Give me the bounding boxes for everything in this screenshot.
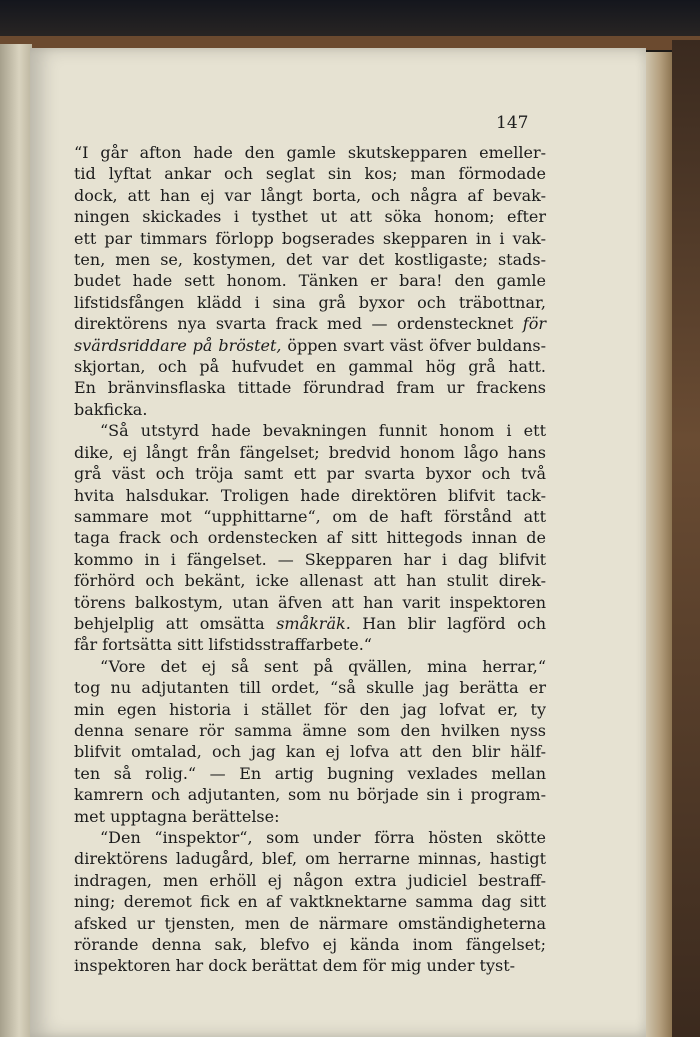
text-line: lifstidsfången klädd i sina grå byxor och träbottnar, (74, 292, 546, 312)
text-line: ten, men se, kostymen, det var det kostligaste; stads- (74, 250, 546, 270)
text-line: ning; deremot fick en af vaktknektarne samma dag sitt (74, 892, 546, 912)
text-line: grå väst och tröja samt ett par svarta byxor och två (74, 464, 546, 484)
background-right (672, 40, 700, 1037)
page-stack-edge (642, 52, 672, 1037)
text-line: rörande denna sak, blefvo ej kända inom fängelset; (74, 935, 546, 955)
text-line: direktörens ladugård, blef, om herrarne minnas, hastigt (74, 849, 546, 869)
text-line: denna senare rör samma ämne som den hvilken nyss (74, 720, 546, 740)
text-line: dike, ej långt från fängelset; bredvid honom lågo hans (74, 442, 546, 462)
text-line: indragen, men erhöll ej någon extra judiciel bestraff- (74, 870, 546, 890)
left-page-edge (0, 44, 32, 1037)
text-line-italic: svärdsriddare på bröstet, öppen svart väst öfver buldans- (74, 335, 547, 355)
text-line: kamrern och adjutanten, som nu började sin i program- (74, 785, 546, 805)
paragraph (74, 142, 546, 420)
text-line: blifvit omtalad, och jag kan ej lofva att den blir hälf- (74, 742, 546, 762)
text-line: hvita halsdukar. Troligen hade direktören blifvit tack- (74, 485, 546, 505)
page-text (74, 142, 546, 977)
page-number: 147 (496, 113, 529, 133)
text-line: afsked ur tjensten, men de närmare omständigheterna (74, 913, 546, 933)
text-line: ett par timmars förlopp bogserades skepparen in i vak- (74, 228, 546, 248)
paragraph (74, 827, 546, 977)
text-line: skjortan, och på hufvudet en gammal hög grå hatt. (74, 357, 546, 377)
text-line: min egen historia i stället för den jag lofvat er, ty (74, 699, 546, 719)
background-top (0, 0, 700, 40)
text-line: “Vore det ej så sent på qvällen, mina herrar,“ (100, 656, 546, 676)
text-line: “I går afton hade den gamle skutskepparen emeller- (74, 143, 546, 162)
text-line: met upptagna berättelse: (74, 806, 280, 826)
paragraph (74, 420, 546, 655)
text-line: tid lyftat ankar och seglat sin kos; man förmodade (74, 164, 546, 184)
text-line: sammare mot “upphittarne“, om de haft förstånd att (74, 506, 546, 526)
text-line: direktörens nya svarta frack med — ordenstecknet för (74, 314, 546, 334)
text-line: En bränvinsflaska tittade förundrad fram ur frackens (74, 378, 546, 398)
text-line: förhörd och bekänt, icke allenast att han stulit direk- (74, 571, 546, 591)
text-line: dock, att han ej var långt borta, och några af bevak- (74, 185, 546, 205)
text-line: inspektoren har dock berättat dem för mig under tyst- (74, 956, 516, 976)
text-line: ten så rolig.“ — En artig bugning vexlades mellan (74, 763, 546, 783)
paragraph (74, 656, 546, 827)
text-line: ningen skickades i tysthet ut att söka honom; efter (74, 207, 546, 227)
text-line: “Den “inspektor“, som under förra hösten skötte (100, 828, 546, 847)
text-line: törens balkostym, utan äfven att han varit inspektoren (74, 592, 546, 612)
text-line: kommo in i fängelset. — Skepparen har i dag blifvit (74, 549, 546, 569)
text-line: budet hade sett honom. Tänken er bara! den gamle (74, 271, 546, 291)
text-line: får fortsätta sitt lifstidsstraffarbete.“ (74, 635, 372, 655)
text-line: taga frack och ordenstecken af sitt hittegods innan de (74, 528, 546, 548)
text-line: bakficka. (74, 399, 148, 419)
text-line: “Så utstyrd hade bevakningen funnit honom i ett (100, 421, 546, 441)
text-line: behjelplig att omsätta småkräk. Han blir lagförd och (74, 613, 547, 633)
text-line: tog nu adjutanten till ordet, “så skulle jag berätta er (74, 678, 546, 698)
